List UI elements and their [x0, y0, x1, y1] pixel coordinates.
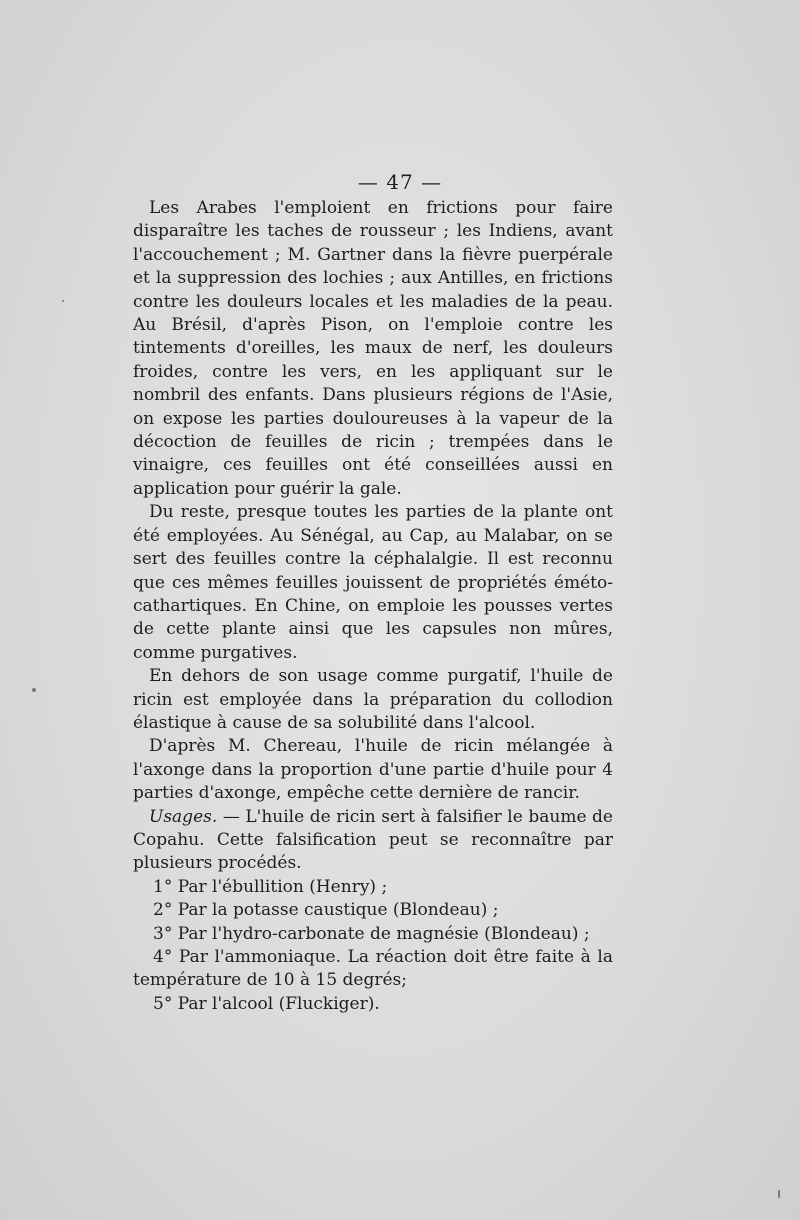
procedure-item: 1° Par l'ébullition (Henry) ;: [153, 876, 388, 897]
paragraph-collodion: En dehors de son usage comme purgatif, l'huile de ricin est employée dans la préparation du collodion élastique à cause de sa solubilité dans l'alcool.: [133, 666, 613, 733]
paper-speck: [62, 300, 64, 302]
paper-speck: [32, 688, 36, 692]
paper-speck: [778, 1190, 780, 1198]
paragraph-plant-parts: Du reste, presque toutes les parties de la plante ont été employées. Au Sénégal, au Cap, au Malabar, on se sert des feuilles contre la céphalalgie. Il est reconnu que ces mêmes feuilles jouissent de propriétés éméto-cathartiques. En Chine, on emploie les pousses vertes de cette plante ainsi que les capsules non mûres, comme purgatives.: [133, 502, 613, 663]
body-text: [133, 197, 613, 1016]
procedure-item: 2° Par la potasse caustique (Blondeau) ;: [153, 900, 499, 921]
procedure-item: 3° Par l'hydro-carbonate de magnésie (Blondeau) ;: [153, 923, 590, 944]
procedure-item: 5° Par l'alcool (Fluckiger).: [153, 993, 380, 1014]
usages-text: — L'huile de ricin sert à falsifier le baume de Copahu. Cette falsification peut se reconnaître par plusieurs procédés.: [133, 806, 613, 874]
paragraph-usages: [133, 806, 613, 876]
paragraph-arab-uses: Les Arabes l'emploient en frictions pour faire disparaître les taches de rousseur ; les Indiens, avant l'accouchement ; M. Gartner dans la fièvre puerpérale et la suppression des lochies ; aux Antilles, en frictions contre les douleurs locales et les maladies de la peau. Au Brésil, d'après Pison, on l'emploie contre les tintements d'oreilles, les maux de nerf, les douleurs froides, contre les vers, en les appliquant sur le nombril des enfants. Dans plusieurs régions de l'Asie, on expose les parties douloureuses à la vapeur de la décoction de feuilles de ricin ; trempées dans le vinaigre, ces feuilles ont été conseillées aussi en application pour guérir la gale.: [133, 198, 613, 499]
usages-lead: Usages.: [149, 806, 218, 827]
page-number: — 47 —: [357, 170, 443, 194]
procedure-item: 4° Par l'ammoniaque. La réaction doit être faite à la température de 10 à 15 degrés;: [133, 947, 613, 991]
paragraph-axonge: D'après M. Chereau, l'huile de ricin mélangée à l'axonge dans la proportion d'une partie d'huile pour 4 parties d'axonge, empêche cette dernière de rancir.: [133, 736, 613, 804]
